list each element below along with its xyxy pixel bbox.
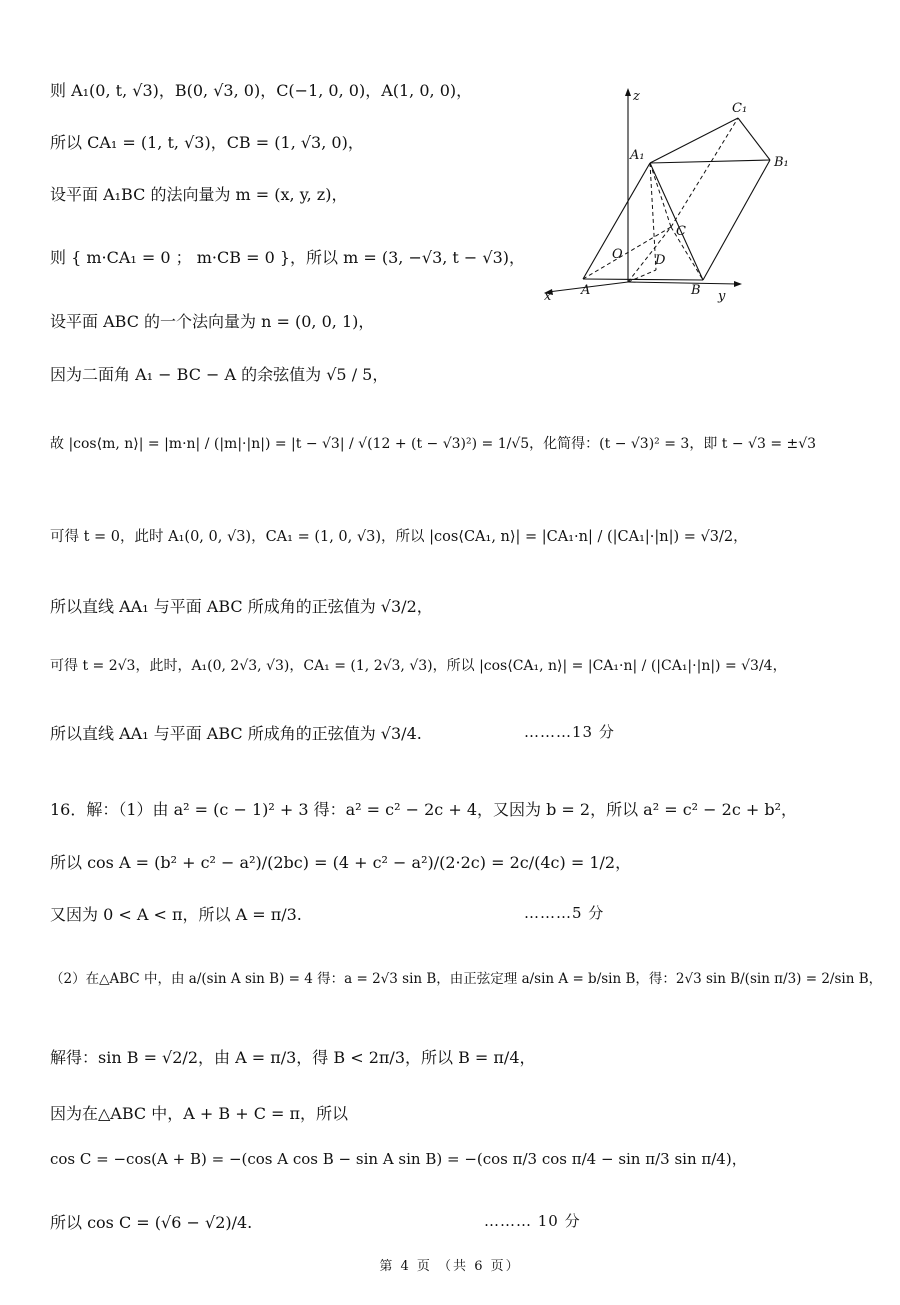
edge-AB	[583, 279, 703, 280]
label-D: D	[655, 253, 666, 268]
label-A: A	[581, 283, 591, 298]
edge-BB1	[703, 160, 770, 280]
label-B1: B₁	[774, 155, 789, 170]
text-line: 则 A₁(0, t, √3)，B(0, √3, 0)，C(−1, 0, 0)，A(1, 0, 0)，	[50, 81, 473, 100]
edge-C1B1	[738, 118, 770, 160]
text-line: 故 |cos⟨m, n⟩| = |m·n| / (|m|·|n|) = |t − √3| / √(12 + (t − √3)²) = 1/√5，化简得：(t − √3)² = 3，即 t − √3 = ±√3	[50, 436, 817, 452]
arrow-z	[625, 88, 631, 96]
text-line: 所以直线 AA₁ 与平面 ABC 所成角的正弦值为 √3/2，	[50, 597, 433, 616]
label-C: C	[676, 224, 686, 239]
score-mark: ……… 10 分	[484, 1212, 581, 1230]
text-line: 所以 CA₁ = (1, t, √3)，CB = (1, √3, 0)，	[50, 133, 364, 152]
label-z: z	[633, 89, 640, 104]
text-line: 又因为 0 < A < π，所以 A = π/3.	[50, 905, 302, 924]
label-y: y	[718, 289, 726, 304]
page-footer: 第 4 页 （共 6 页）	[379, 1259, 521, 1274]
label-A1: A₁	[630, 148, 645, 163]
text-line: 可得 t = 2√3，此时，A₁(0, 2√3, √3)，CA₁ = (1, 2√3, √3)，所以 |cos⟨CA₁, n⟩| = |CA₁·n| / (|CA₁|·|n|) = √3/4，	[50, 658, 787, 674]
score-mark: ………13 分	[524, 723, 615, 741]
text-line: 设平面 A₁BC 的法向量为 m = (x, y, z)，	[50, 185, 348, 204]
text-line: 16．解：（1）由 a² = (c − 1)² + 3 得：a² = c² − 2c + 4，又因为 b = 2，所以 a² = c² − 2c + b²，	[50, 800, 798, 819]
arrow-y	[734, 281, 742, 287]
label-O: O	[612, 247, 623, 262]
label-x: x	[544, 289, 552, 304]
edge-A1C1	[650, 118, 738, 163]
edge-A1B1	[650, 160, 770, 163]
text-line: 因为在△ABC 中，A + B + C = π，所以	[50, 1104, 349, 1123]
text-line: 因为二面角 A₁ − BC − A 的余弦值为 √5 / 5，	[50, 365, 389, 384]
text-line: 解得：sin B = √2/2，由 A = π/3，得 B < 2π/3，所以 B = π/4，	[50, 1048, 536, 1067]
label-C1: C₁	[732, 101, 748, 116]
text-line: 所以 cos C = (√6 − √2)/4.	[50, 1213, 253, 1232]
score-mark: ………5 分	[524, 904, 605, 922]
edge-CC1	[671, 118, 738, 227]
prism-diagram	[538, 82, 798, 312]
text-line: （2）在△ABC 中，由 a/(sin A sin B) = 4 得：a = 2√3 sin B，由正弦定理 a/sin A = b/sin B，得：2√3 sin B/(sin π/3) = 2/sin B，	[50, 971, 883, 987]
text-line: 设平面 ABC 的一个法向量为 n = (0, 0, 1)，	[50, 312, 375, 331]
y-axis	[628, 282, 738, 284]
text-line: 所以直线 AA₁ 与平面 ABC 所成角的正弦值为 √3/4.	[50, 724, 422, 743]
text-line: 则 { m·CA₁ = 0 ； m·CB = 0 }，所以 m = (3, −√3, t − √3)，	[50, 248, 526, 267]
text-line: 所以 cos A = (b² + c² − a²)/(2bc) = (4 + c² − a²)/(2·2c) = 2c/(4c) = 1/2，	[50, 853, 632, 872]
edge-A1C	[650, 163, 671, 227]
text-line: 可得 t = 0，此时 A₁(0, 0, √3)，CA₁ = (1, 0, √3)，所以 |cos⟨CA₁, n⟩| = |CA₁·n| / (|CA₁|·|n|) = √3/2，	[50, 529, 748, 545]
label-B: B	[691, 283, 701, 298]
text-line: cos C = −cos(A + B) = −(cos A cos B − sin A sin B) = −(cos π/3 cos π/4 − sin π/3 sin π/4)，	[50, 1150, 747, 1168]
